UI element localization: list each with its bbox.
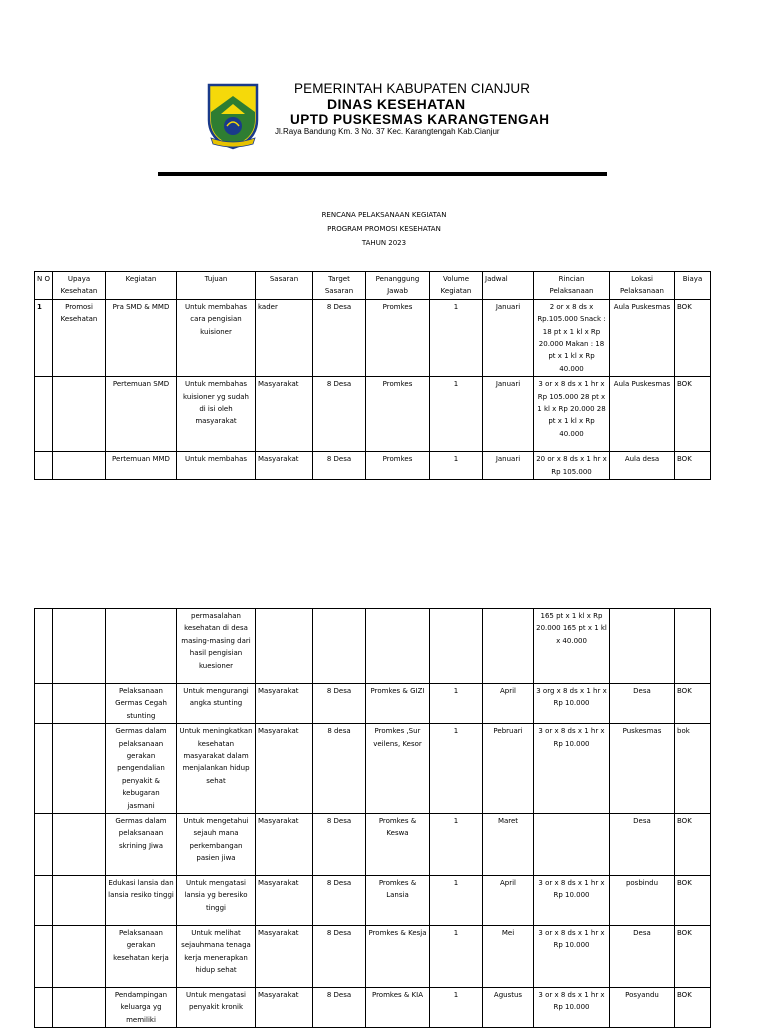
- cell-jadwal: Maret: [483, 814, 534, 876]
- table-row: [35, 684, 711, 724]
- cell-no: [35, 724, 53, 814]
- cell-volume-kegiatan: 1: [430, 684, 483, 724]
- cell-rincian-pelaksanaan: 2 or x 8 ds x Rp.105.000 Snack : 18 pt x 1 kl x Rp 20.000 Makan : 18 pt x 1 kl x Rp 40.000: [534, 299, 610, 376]
- column-header-biaya: Biaya: [675, 272, 711, 300]
- cell-tujuan: Untuk mengetahui sejauh mana perkembangan pasien jiwa: [177, 814, 256, 876]
- cell-rincian-pelaksanaan: 165 pt x 1 kl x Rp 20.000 165 pt x 1 kl x 40.000: [534, 609, 610, 684]
- cell-biaya: bok: [675, 724, 711, 814]
- cell-no: [35, 377, 53, 452]
- cell-biaya: BOK: [675, 814, 711, 876]
- cell-target-sasaran: 8 Desa: [313, 299, 366, 376]
- cell-penanggung-jawab: Promkes & Keswa: [366, 814, 430, 876]
- cell-kegiatan: Pra SMD & MMD: [106, 299, 177, 376]
- cell-kegiatan: Pelaksanaan gerakan kesehatan kerja: [106, 926, 177, 988]
- cell-lokasi-pelaksanaan: Desa: [610, 814, 675, 876]
- cell-rincian-pelaksanaan: 3 or x 8 ds x 1 hr x Rp 10.000: [534, 988, 610, 1028]
- cell-jadwal: Pebruari: [483, 724, 534, 814]
- cell-target-sasaran: 8 Desa: [313, 377, 366, 452]
- table-row: [35, 926, 711, 988]
- cell-upaya-kesehatan: [53, 814, 106, 876]
- cell-volume-kegiatan: 1: [430, 926, 483, 988]
- cell-kegiatan: Pertemuan SMD: [106, 377, 177, 452]
- cell-volume-kegiatan: 1: [430, 452, 483, 480]
- cell-kegiatan: Pertemuan MMD: [106, 452, 177, 480]
- cell-upaya-kesehatan: [53, 988, 106, 1028]
- table-row: [35, 988, 711, 1028]
- cell-sasaran: [256, 609, 313, 684]
- cell-tujuan: Untuk melihat sejauhmana tenaga kerja menerapkan hidup sehat: [177, 926, 256, 988]
- cell-kegiatan: Germas dalam pelaksanaan gerakan pengendalian penyakit & kebugaran jasmani: [106, 724, 177, 814]
- cell-biaya: BOK: [675, 377, 711, 452]
- cell-rincian-pelaksanaan: [534, 814, 610, 876]
- cell-no: [35, 926, 53, 988]
- cell-kegiatan: Edukasi lansia dan lansia resiko tinggi: [106, 876, 177, 926]
- cell-sasaran: Masyarakat: [256, 876, 313, 926]
- cell-biaya: BOK: [675, 299, 711, 376]
- cell-upaya-kesehatan: [53, 724, 106, 814]
- cell-jadwal: Mei: [483, 926, 534, 988]
- address: Jl.Raya Bandung Km. 3 No. 37 Kec. Karangtengah Kab.Cianjur: [275, 127, 500, 136]
- cell-penanggung-jawab: Promkes & GIZI: [366, 684, 430, 724]
- cell-lokasi-pelaksanaan: Posyandu: [610, 988, 675, 1028]
- cell-biaya: BOK: [675, 876, 711, 926]
- activity-plan-table-continued: [34, 608, 711, 1028]
- cell-rincian-pelaksanaan: 3 or x 8 ds x 1 hr x Rp 105.000 28 pt x 1 kl x Rp 20.000 28 pt x 1 kl x Rp 40.000: [534, 377, 610, 452]
- cell-tujuan: Untuk membahas cara pengisian kuisioner: [177, 299, 256, 376]
- cell-sasaran: Masyarakat: [256, 452, 313, 480]
- cell-volume-kegiatan: 1: [430, 988, 483, 1028]
- column-header-sasaran: Sasaran: [256, 272, 313, 300]
- cell-lokasi-pelaksanaan: Desa: [610, 926, 675, 988]
- cell-target-sasaran: 8 desa: [313, 724, 366, 814]
- unit-name: UPTD PUSKESMAS KARANGTENGAH: [290, 112, 550, 127]
- cell-tujuan: Untuk meningkatkan kesehatan masyarakat dalam menjalankan hidup sehat: [177, 724, 256, 814]
- cell-biaya: BOK: [675, 926, 711, 988]
- cell-tujuan: Untuk mengatasi penyakit kronik: [177, 988, 256, 1028]
- column-header-volume-kegiatan: Volume Kegiatan: [430, 272, 483, 300]
- column-header-tujuan: Tujuan: [177, 272, 256, 300]
- table-header-row: [35, 272, 711, 300]
- cell-penanggung-jawab: Promkes: [366, 299, 430, 376]
- cell-no: 1: [35, 299, 53, 376]
- column-header-penanggung-jawab: Penanggung Jawab: [366, 272, 430, 300]
- column-header-no: N O: [35, 272, 53, 300]
- column-header-lokasi-pelaksanaan: Lokasi Pelaksanaan: [610, 272, 675, 300]
- cell-lokasi-pelaksanaan: [610, 609, 675, 684]
- cell-volume-kegiatan: 1: [430, 377, 483, 452]
- cell-penanggung-jawab: Promkes & KIA: [366, 988, 430, 1028]
- document-title: [0, 208, 768, 250]
- cell-jadwal: April: [483, 684, 534, 724]
- cell-rincian-pelaksanaan: 3 or x 8 ds x 1 hr x Rp 10.000: [534, 876, 610, 926]
- cell-no: [35, 876, 53, 926]
- cell-biaya: [675, 609, 711, 684]
- cell-lokasi-pelaksanaan: Aula desa: [610, 452, 675, 480]
- column-header-kegiatan: Kegiatan: [106, 272, 177, 300]
- column-header-jadwal: Jadwal: [483, 272, 534, 300]
- cell-sasaran: Masyarakat: [256, 684, 313, 724]
- cell-tujuan: permasalahan kesehatan di desa masing-masing dari hasil pengisian kuesioner: [177, 609, 256, 684]
- cell-target-sasaran: 8 Desa: [313, 814, 366, 876]
- header-divider: [158, 172, 607, 176]
- column-header-rincian-pelaksanaan: Rincian Pelaksanaan: [534, 272, 610, 300]
- government-name: PEMERINTAH KABUPATEN CIANJUR: [294, 81, 531, 96]
- cell-tujuan: Untuk mengatasi lansia yg beresiko tinggi: [177, 876, 256, 926]
- cell-sasaran: Masyarakat: [256, 926, 313, 988]
- cell-kegiatan: [106, 609, 177, 684]
- cell-tujuan: Untuk mengurangi angka stunting: [177, 684, 256, 724]
- activity-plan-table: [34, 271, 711, 480]
- cell-jadwal: Januari: [483, 452, 534, 480]
- cell-volume-kegiatan: 1: [430, 724, 483, 814]
- cell-penanggung-jawab: Promkes & Lansia: [366, 876, 430, 926]
- agency-name: DINAS KESEHATAN: [327, 96, 466, 112]
- table-row: [35, 814, 711, 876]
- cell-target-sasaran: 8 Desa: [313, 926, 366, 988]
- cell-kegiatan: Pendampingan keluarga yg memiliki: [106, 988, 177, 1028]
- cell-upaya-kesehatan: [53, 609, 106, 684]
- cell-sasaran: Masyarakat: [256, 988, 313, 1028]
- cell-volume-kegiatan: 1: [430, 299, 483, 376]
- cell-kegiatan: Germas dalam pelaksanaan skrining Jiwa: [106, 814, 177, 876]
- cell-no: [35, 684, 53, 724]
- cell-upaya-kesehatan: [53, 684, 106, 724]
- cell-jadwal: Agustus: [483, 988, 534, 1028]
- cell-penanggung-jawab: Promkes: [366, 452, 430, 480]
- cell-kegiatan: Pelaksanaan Germas Cegah stunting: [106, 684, 177, 724]
- cell-sasaran: Masyarakat: [256, 814, 313, 876]
- cell-lokasi-pelaksanaan: Puskesmas: [610, 724, 675, 814]
- cell-jadwal: April: [483, 876, 534, 926]
- column-header-target-sasaran: Target Sasaran: [313, 272, 366, 300]
- cell-upaya-kesehatan: [53, 452, 106, 480]
- cell-lokasi-pelaksanaan: Aula Puskesmas: [610, 377, 675, 452]
- cell-volume-kegiatan: [430, 609, 483, 684]
- cell-penanggung-jawab: [366, 609, 430, 684]
- title-line-2: PROGRAM PROMOSI KESEHATAN: [327, 225, 441, 233]
- table-row: [35, 377, 711, 452]
- cell-target-sasaran: [313, 609, 366, 684]
- cell-rincian-pelaksanaan: 3 or x 8 ds x 1 hr x Rp 10.000: [534, 724, 610, 814]
- cell-volume-kegiatan: 1: [430, 814, 483, 876]
- table-row: [35, 876, 711, 926]
- cell-target-sasaran: 8 Desa: [313, 452, 366, 480]
- cell-rincian-pelaksanaan: 20 or x 8 ds x 1 hr x Rp 105.000: [534, 452, 610, 480]
- cell-biaya: BOK: [675, 452, 711, 480]
- cell-penanggung-jawab: Promkes ,Sur veilens, Kesor: [366, 724, 430, 814]
- cell-jadwal: Januari: [483, 377, 534, 452]
- cell-upaya-kesehatan: [53, 876, 106, 926]
- cell-rincian-pelaksanaan: 3 or x 8 ds x 1 hr x Rp 10.000: [534, 926, 610, 988]
- cell-volume-kegiatan: 1: [430, 876, 483, 926]
- cell-upaya-kesehatan: Promosi Kesehatan: [53, 299, 106, 376]
- cell-no: [35, 814, 53, 876]
- cell-sasaran: Masyarakat: [256, 377, 313, 452]
- table-row: [35, 724, 711, 814]
- cell-no: [35, 452, 53, 480]
- cell-lokasi-pelaksanaan: Desa: [610, 684, 675, 724]
- cell-jadwal: [483, 609, 534, 684]
- cell-penanggung-jawab: Promkes & Kesja: [366, 926, 430, 988]
- cell-target-sasaran: 8 Desa: [313, 684, 366, 724]
- cell-tujuan: Untuk membahas kuisioner yg sudah di isi oleh masyarakat: [177, 377, 256, 452]
- cell-biaya: BOK: [675, 988, 711, 1028]
- table-row: [35, 299, 711, 376]
- cell-upaya-kesehatan: [53, 377, 106, 452]
- cell-upaya-kesehatan: [53, 926, 106, 988]
- cell-no: [35, 609, 53, 684]
- cell-sasaran: kader: [256, 299, 313, 376]
- cell-biaya: BOK: [675, 684, 711, 724]
- title-line-1: RENCANA PELAKSANAAN KEGIATAN: [321, 211, 447, 219]
- cell-tujuan: Untuk membahas: [177, 452, 256, 480]
- regency-emblem-icon: [205, 82, 261, 150]
- cell-sasaran: Masyarakat: [256, 724, 313, 814]
- table-row: [35, 609, 711, 684]
- cell-penanggung-jawab: Promkes: [366, 377, 430, 452]
- cell-lokasi-pelaksanaan: Aula Puskesmas: [610, 299, 675, 376]
- cell-target-sasaran: 8 Desa: [313, 988, 366, 1028]
- title-line-3: TAHUN 2023: [361, 239, 407, 247]
- cell-jadwal: Januari: [483, 299, 534, 376]
- column-header-upaya-kesehatan: Upaya Kesehatan: [53, 272, 106, 300]
- cell-rincian-pelaksanaan: 3 org x 8 ds x 1 hr x Rp 10.000: [534, 684, 610, 724]
- cell-lokasi-pelaksanaan: posbindu: [610, 876, 675, 926]
- table-row: [35, 452, 711, 480]
- cell-no: [35, 988, 53, 1028]
- cell-target-sasaran: 8 Desa: [313, 876, 366, 926]
